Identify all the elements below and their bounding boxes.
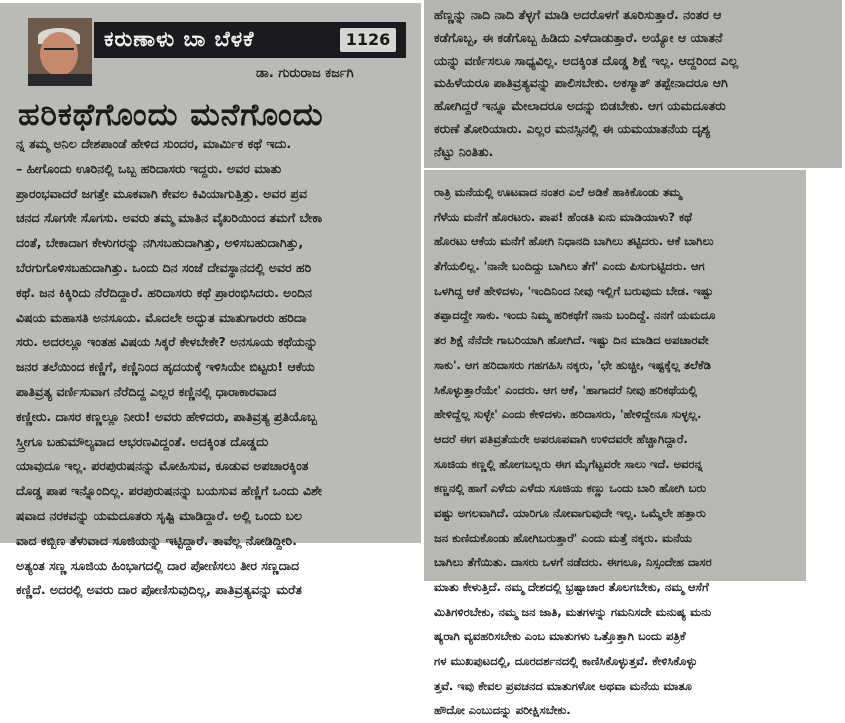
- body-text-line: ಕಣ್ಣನಲ್ಲಿ ಹಾಗೆ ಎಳೆದು ಎಳೆದು ಸೂಜಿಯ ಕಣ್ಣು ಒಂದು ಬಾರಿ ಹೋಗಿ ಬರು: [434, 481, 707, 496]
- body-text-line: ದೊಡ್ಡ ಪಾಪ ಇನ್ನೊಂದಿಲ್ಲ. ಪರಪುರುಷನನ್ನು ಬಯಸುವ ಹೆಣ್ಣಿಗೆ ಒಂದು ವಿಶೇ: [16, 483, 322, 499]
- body-text-line: ಯಾವುದೂ ಇಲ್ಲ. ಪರಪುರುಷನನ್ನು ಮೋಹಿಸುವ, ಕೂಡುವ ಅಪಚಾರಕ್ಕಿಂತ: [16, 458, 309, 474]
- body-text-line: ಮಹಿಳೆಯರೂ ಪಾತಿವ್ರತ್ಯವನ್ನು ಪಾಲಿಸಬೇಕು. ಅಕಸ್ಮಾತ್ ತಪ್ಪೇನಾದರೂ ಆಗಿ: [434, 75, 728, 91]
- body-text-line: ಆದರೆ ಈಗ ಪತಿವ್ರತೆಯರೇ ಅಪರೂಪವಾಗಿ ಉಳಿದವರೇ ಹೆಚ್ಚಾಗಿದ್ದಾರೆ.: [434, 431, 688, 446]
- body-text-line: ಯನ್ನು ವರ್ಣಿಸಲೂ ಸಾಧ್ಯವಿಲ್ಲ. ಅದಕ್ಕಿಂತ ದೊಡ್ಡ ಶಿಕ್ಷೆ ಇಲ್ಲ. ಆದ್ದರಿಂದ ಎಲ್ಲ: [434, 52, 739, 68]
- body-text-line: ಸ್ತ್ರೀಗೂ ಬಹುಮೌಲ್ಯವಾದ ಆಭರಣವಿದ್ದಂತೆ. ಅದಕ್ಕಿಂತ ದೊಡ್ಡದು: [16, 433, 269, 449]
- body-text-line: – ಹೀಗೊಂದು ಊರಿನಲ್ಲಿ ಒಬ್ಬ ಹರಿದಾಸರು ಇದ್ದರು. ಅವರ ಮಾತು: [16, 160, 282, 176]
- body-text-line: ಹೌದೋ ಎಂಬುದನ್ನು ಪರೀಕ್ಷಿಸಬೇಕು.: [434, 703, 571, 718]
- body-text-line: ಷವಾದ ನರಕವನ್ನು ಯಮದೂತರು ಸೃಷ್ಟಿ ಮಾಡಿದ್ದಾರೆ. ಅಲ್ಲಿ ಒಂದು ಬಲ: [16, 507, 303, 523]
- body-text-line: ಕಣ್ಣಿದೆ. ಅದರಲ್ಲಿ ಅವರು ದಾರ ಪೋಣಿಸುವುದಿಲ್ಲ, ಪಾತಿವ್ರತ್ಯವನ್ನು ಮರೆತ: [16, 582, 302, 598]
- column-title-band: [94, 22, 406, 58]
- body-text-line: ಬಾಗಿಲು ತೆಗೆಯಿತು. ದಾಸರು ಒಳಗೆ ನಡೆದರು. ಈಗಲೂ, ನಿಸ್ಸಂದೇಹ ದಾಸರ: [434, 555, 712, 570]
- body-text-line: ಸಾಕು'. ಆಗ ಹರಿದಾಸರು ಗಹಗಹಿಸಿ ನಕ್ಕರು, 'ಛೇ ಹುಚ್ಚೀ, ಇಷ್ಟಕ್ಕೆಲ್ಲ ತಲೆಕೆಡಿ: [434, 357, 711, 372]
- body-text-line: ಪ್ರಾರಂಭವಾದರೆ ಜಗತ್ತೇ ಮೂಕವಾಗಿ ಕೇವಲ ಕಿವಿಯಾಗುತ್ತಿತ್ತು. ಅವರ ಪ್ರವ: [16, 185, 307, 201]
- body-text-line: ಕಣ್ಣೀರು. ದಾಸರ ಕಣ್ಣಲ್ಲೂ ನೀರು! ಅವರು ಹೇಳಿದರು, ಪಾತಿವ್ರತ್ಯ ಪ್ರತಿಯೊಬ್ಬ: [16, 408, 317, 424]
- article-body-right-bottom: [434, 180, 802, 723]
- body-text-line: ಸಿಕೊಳ್ಳುತ್ತಾರೆಯೇ' ಎಂದರು. ಆಗ ಆಕೆ, 'ಹಾಗಾದರೆ ನೀವು ಹರಿಕಥೆಯಲ್ಲಿ: [434, 382, 698, 397]
- article-body-right-top: [434, 4, 838, 164]
- column-banner: [28, 18, 408, 86]
- body-text-line: ಹೋಗಿದ್ದರೆ ಇನ್ನೂ ಮೇಲಾದರೂ ಅದನ್ನು ಬಿಡಬೇಕು. ಆಗ ಯಮದೂತರು: [434, 98, 726, 114]
- body-text-line: ಹೊರಟು ಆಕೆಯ ಮನೆಗೆ ಹೋಗಿ ನಿಧಾನದಿ ಬಾಗಿಲು ತಟ್ಟಿದರು. ಆಕೆ ಬಾಗಿಲು: [434, 234, 714, 249]
- issue-number: 1126: [340, 28, 396, 52]
- body-text-line: ನೆಟ್ಟು ನಿಂತಿತು.: [434, 143, 494, 159]
- body-text-line: ಹೇಳಿದ್ದೆಲ್ಲ ಸುಳ್ಳೇ' ಎಂದು ಕೇಳಿದಳು. ಹರಿದಾಸರು, 'ಹೇಳಿದ್ದೇನೂ ಸುಳ್ಳಲ್ಲ.: [434, 407, 702, 422]
- body-text-line: ಜನ ಕುಣಿದುಕೊಂಡು ಹೋಗಿಬರುತ್ತಾರೆ' ಎಂದು ಮತ್ತೆ ನಕ್ಕರು. ಮನೆಯ: [434, 530, 692, 545]
- body-text-line: ಕಡೆಗೊಬ್ಬ, ಈ ಕಡೆಗೊಬ್ಬ ಹಿಡಿದು ಎಳೆದಾಡುತ್ತಾರೆ. ಅಯ್ಯೋ ಆ ಯಾತನೆ: [434, 29, 723, 45]
- body-text-line: ಒಳಗಿದ್ದ ಆಕೆ ಹೇಳಿದಳು, 'ಇಂದಿನಿಂದ ನೀವು ಇಲ್ಲಿಗೆ ಬರುವುದು ಬೇಡ. ಇಷ್ಟು: [434, 283, 714, 298]
- article-headline: ಹರಿಕಥೆಗೊಂದು ಮನೆಗೊಂದು: [18, 97, 324, 133]
- body-text-line: ಸರು. ಅದರಲ್ಲೂ ಇಂತಹ ವಿಷಯ ಸಿಕ್ಕರೆ ಕೇಳಬೇಕೇ? ಅನಸೂಯ ಕಥೆಯನ್ನು: [16, 334, 318, 350]
- body-text-line: ಕಥೆ. ಜನ ಕಿಕ್ಕಿರಿದು ನೆರೆದಿದ್ದಾರೆ. ಹರಿದಾಸರು ಕಥೆ ಪ್ರಾರಂಭಿಸಿದರು. ಅಂದಿನ: [16, 284, 312, 300]
- body-text-line: ವಾದ ಕಬ್ಬಿಣ ತೆಳುವಾದ ಸೂಜಿಯನ್ನು ಇಟ್ಟಿದ್ದಾರೆ. ತಾವೆಲ್ಲ ನೋಡಿದ್ದೀರಿ.: [16, 532, 297, 548]
- author-photo: [28, 18, 92, 86]
- body-text-line: ವಿಷಯ ಮಹಾಸತಿ ಅನಸೂಯ. ಮೊದಲೇ ಅದ್ಭುತ ಮಾತುಗಾರರು ಹರಿದಾ: [16, 309, 307, 325]
- body-text-line: ಮಾತು ಕೇಳುತ್ತಿದೆ. ನಮ್ಮ ದೇಶದಲ್ಲಿ ಭ್ರಷ್ಟಾಚಾರ ತೊಲಗಬೇಕು, ನಮ್ಮ ಆಸೆಗೆ: [434, 580, 709, 594]
- body-text-line: ಗಳ ಮುಖಪುಟದಲ್ಲಿ, ದೂರದರ್ಶನದಲ್ಲಿ ಕಾಣಿಸಿಕೊಳ್ಳುತ್ತವೆ. ಕೇಳಿಸಿಕೊಳ್ಳು: [434, 654, 698, 669]
- body-text-line: ಸೂಜಿಯ ಕಣ್ಣಲ್ಲಿ ಹೋಗಬಲ್ಲರು ಈಗ ಮೈಗೆಟ್ಟವರೇ ಸಾಲು ಇದೆ. ಅವರನ್ನ: [434, 456, 703, 471]
- body-text-line: ಬೆರಗುಗೊಳಿಸಬಹುದಾಗಿತ್ತು. ಒಂದು ದಿನ ಸಂಜೆ ದೇವಸ್ಥಾನದಲ್ಲಿ ಅವರ ಹರಿ: [16, 259, 312, 275]
- body-text-line: ತೆಗೆಯಲಿಲ್ಲ. 'ನಾನೇ ಬಂದಿದ್ದು ಬಾಗಿಲು ತೆಗೆ' ಎಂದು ಪಿಸುಗುಟ್ಟಿದರು. ಆಗ: [434, 259, 705, 274]
- body-text-line: ತ್ತವೆ. ಇವು ಕೇವಲ ಪ್ರವಚನದ ಮಾತುಗಳೋ ಅಥವಾ ಮನೆಯ ಮಾತೂ: [434, 678, 692, 693]
- body-text-line: ವಷ್ಟು ಅಗಲವಾಗಿದೆ. ಯಾರಿಗೂ ನೋವಾಗುವುದೇ ಇಲ್ಲ. ಒಮ್ಮೆಲೇ ಹತ್ತಾರು: [434, 505, 706, 520]
- body-text-line: ಜನರ ತಲೆಯಿಂದ ಕಣ್ಣಿಗೆ, ಕಣ್ಣಿನಿಂದ ಹೃದಯಕ್ಕೆ ಇಳಿಸಿಯೇ ಬಿಟ್ಟರು! ಆಕೆಯ: [16, 359, 315, 375]
- column-name: ಕರುಣಾಳು ಬಾ ಬೆಳಕೆ: [104, 27, 255, 51]
- body-text-line: ತರ ಶಿಕ್ಷೆ ನೆನೆದೇ ಗಾಬರಿಯಾಗಿ ಹೋಗಿದೆ. ಇಷ್ಟು ದಿನ ಮಾಡಿದ ಅಪಚಾರವೇ: [434, 333, 709, 348]
- body-text-line: ಚನದ ಸೊಗಸೇ ಸೊಗಸು. ಅವರು ತಮ್ಮ ಮಾತಿನ ವೈಖರಿಯಿಂದ ತಮಗೆ ಬೇಕಾ: [16, 210, 323, 226]
- body-text-line: ಕರುಣೆ ತೋರಿಯಾರು. ಎಲ್ಲರ ಮನಸ್ಸಿನಲ್ಲಿ ಈ ಯಮಯಾತನೆಯ ದೃಶ್ಯ: [434, 120, 711, 136]
- body-text-line: ಗೆಳೆಯ ಮನೆಗೆ ಹೊರಟರು. ಪಾಪ! ಹೆಂಡತಿ ಏನು ಮಾಡಿಯಾಳು? ಕಥೆ: [434, 209, 693, 224]
- body-text-line: ಹೆಣ್ಣನ್ನು ನಾದಿ ನಾದಿ ತೆಳ್ಳಗೆ ಮಾಡಿ ಅದರೊಳಗೆ ತೂರಿಸುತ್ತಾರೆ. ನಂತರ ಆ: [434, 7, 722, 22]
- body-text-line: ರಾತ್ರಿ ಮನೆಯಲ್ಲಿ ಊಟವಾದ ನಂತರ ಎಲೆ ಅಡಿಕೆ ಹಾಕಿಕೊಂಡು ತಮ್ಮ: [434, 185, 682, 199]
- author-byline: ಡಾ. ಗುರುರಾಜ ಕರ್ಜಗಿ: [256, 66, 354, 81]
- article-body-left: [16, 132, 416, 603]
- body-text-line: ಮಿತಿಗಳಿರಬೇಕು, ನಮ್ಮ ಜನ ಜಾತಿ, ಮತಗಳನ್ನು ಗಮನಿಸದೇ ಮನುಷ್ಯ ಮನು: [434, 604, 712, 619]
- body-text-line: ಪಾತಿವ್ರತ್ಯ ವರ್ಣಿಸುವಾಗ ನೆರೆದಿದ್ದ ಎಲ್ಲರ ಕಣ್ಣಿನಲ್ಲಿ ಧಾರಾಕಾರವಾದ: [16, 383, 277, 399]
- body-text-line: ಷ್ಯರಾಗಿ ವ್ಯವಹರಿಸಬೇಕು ಎಂಬ ಮಾತುಗಳು ಒತ್ತೊತ್ತಾಗಿ ಬಂದು ಪತ್ರಿಕೆ: [434, 629, 686, 644]
- body-text-line: ನ್ನ ತಮ್ಮ ಅನಿಲ ದೇಶಪಾಂಡೆ ಹೇಳಿದ ಸುಂದರ, ಮಾರ್ಮಿಕ ಕಥೆ ಇದು.: [16, 136, 292, 151]
- body-text-line: ದಂತೆ, ಬೇಕಾದಾಗ ಕೇಳುಗರನ್ನು ನಗಿಸಬಹುದಾಗಿತ್ತು, ಅಳಿಸಬಹುದಾಗಿತ್ತು,: [16, 235, 304, 251]
- body-text-line: ತಪ್ಪಾದದ್ದೇ ಸಾಕು. ಇಂದು ನಿಮ್ಮ ಹರಿಕಥೆಗೆ ನಾನು ಬಂದಿದ್ದೆ. ನನಗೆ ಯಮದೂ: [434, 308, 716, 323]
- body-text-line: ಅತ್ಯಂತ ಸಣ್ಣ ಸೂಜಿಯ ಹಿಂಭಾಗದಲ್ಲಿ ದಾರ ಪೋಣಿಸಲು ತೀರ ಸಣ್ಣದಾದ: [16, 557, 300, 573]
